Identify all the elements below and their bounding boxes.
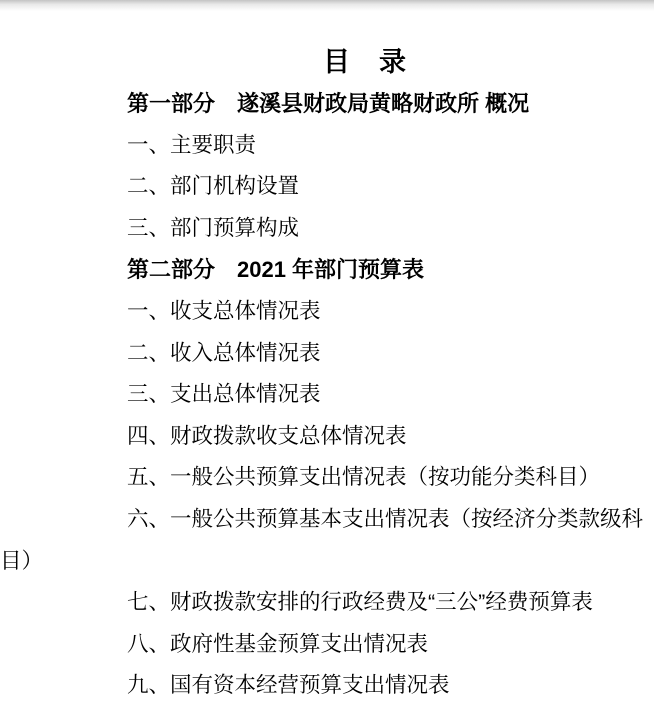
toc-item-part1-2: 二、部门机构设置 bbox=[127, 174, 300, 199]
toc-item-part2-9: 九、国有资本经营预算支出情况表 bbox=[127, 673, 450, 698]
toc-item-part2-8: 八、政府性基金预算支出情况表 bbox=[127, 631, 429, 656]
page-top-shadow bbox=[0, 0, 654, 11]
part-1-heading: 第一部分 遂溪县财政局黄略财政所 概况 bbox=[127, 91, 530, 116]
toc-item-part2-1: 一、收支总体情况表 bbox=[127, 298, 321, 323]
toc-item-part2-5: 五、一般公共预算支出情况表（按功能分类科目） bbox=[127, 465, 601, 490]
toc-item-part1-3: 三、部门预算构成 bbox=[127, 215, 300, 240]
toc-item-part2-7: 七、财政拨款安排的行政经费及“三公”经费预算表 bbox=[127, 590, 593, 615]
toc-item-part2-2: 二、收入总体情况表 bbox=[127, 340, 321, 365]
toc-item-part2-6: 六、一般公共预算基本支出情况表（按经济分类款级科目） bbox=[0, 506, 644, 573]
toc-item-part1-1: 一、主要职责 bbox=[127, 132, 257, 157]
part-2-heading: 第二部分 2021 年部门预算表 bbox=[127, 257, 425, 283]
toc-item-part2-3: 三、支出总体情况表 bbox=[127, 382, 321, 407]
toc-item-part2-4: 四、财政拨款收支总体情况表 bbox=[127, 423, 407, 448]
page-title: 目 录 bbox=[323, 47, 407, 77]
